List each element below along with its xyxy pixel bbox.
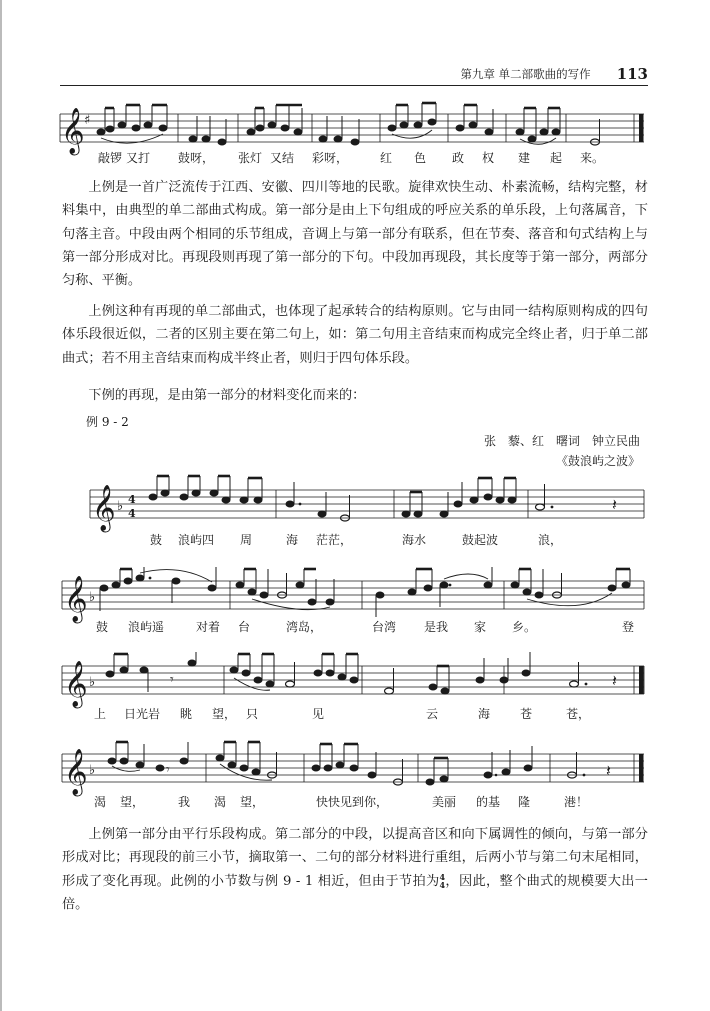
svg-text:4: 4 <box>128 507 136 520</box>
lyrics-line-1 <box>0 149 710 167</box>
page-number: 113 <box>616 65 648 83</box>
paragraph-4-text-end: ，因此，整个曲式的规模要大出一倍。 <box>62 873 648 912</box>
lyric: 台 <box>238 620 251 634</box>
lyric: 上 <box>94 707 107 721</box>
lyric: 台湾 <box>372 620 397 634</box>
svg-text:𝄞: 𝄞 <box>64 749 88 795</box>
lyric: 港！ <box>564 795 589 809</box>
lyric: 的基 <box>476 795 501 809</box>
music-staff-2 <box>0 472 710 536</box>
lyric: 日光岩 <box>124 707 161 721</box>
svg-text:𝄽: 𝄽 <box>612 495 617 514</box>
lyric: 红 <box>380 151 393 165</box>
svg-text:♯: ♯ <box>84 113 91 128</box>
lyric: 隆 <box>518 795 531 809</box>
lyric: 是我 <box>424 620 449 634</box>
lyric: 浪屿遥 <box>128 620 165 634</box>
lyric: 望， <box>240 795 265 809</box>
lyric: 苍 <box>520 707 533 721</box>
lyrics-line-4 <box>0 705 710 723</box>
svg-text:♭: ♭ <box>89 675 96 690</box>
paragraph-1: 上例是一首广泛流传于江西、安徽、四川等地的民歌。旋律欢快生动、朴素流畅，结构完整，材料集中，由典型的单二部曲式构成。第一部分是由上下句组成的呼应关系的单乐段，上句落属音，下句落主音。中段由两个相同的乐节组成，音调上与第一部分有联系，但在节奏、落音和句式结构上与第一部分形成对比。再现段则再现了第一部分的下句。中段加再现段，其长度等于第一部分，两部分匀称、平衡。 <box>62 180 648 289</box>
lyric: 望， <box>212 707 237 721</box>
lyric: 张灯 <box>238 151 263 165</box>
lyric: 美丽 <box>432 795 457 809</box>
lyric: 权 <box>482 151 495 165</box>
lyric: 渴 <box>214 795 227 809</box>
lyric: 起 <box>550 151 563 165</box>
example-label: 例 9 - 2 <box>86 415 129 429</box>
lyric: 鼓 <box>96 620 109 634</box>
lyric: 登 <box>622 620 635 634</box>
lyric: 建 <box>518 151 531 165</box>
svg-text:4: 4 <box>128 493 136 506</box>
running-head <box>60 64 648 86</box>
lyrics-line-3 <box>0 618 710 636</box>
lyric: 湾岛， <box>286 620 323 634</box>
lyric: 家 <box>474 620 487 634</box>
lyric: 海水 <box>402 533 427 547</box>
lyric: 政 <box>452 151 465 165</box>
lyric: 茫茫， <box>316 533 353 547</box>
lyric: 我 <box>178 795 191 809</box>
svg-text:𝄽: 𝄽 <box>606 761 611 780</box>
lyric: 彩呀， <box>312 151 349 165</box>
lyric: 来。 <box>580 151 605 165</box>
example-credit-authors: 张 藜、红 曙词 钟立民曲 <box>483 434 640 448</box>
svg-text:𝄽: 𝄽 <box>612 671 617 690</box>
lyric: 敲锣 <box>98 151 123 165</box>
svg-text:♭: ♭ <box>117 499 124 514</box>
lyric: 快快见到你， <box>316 795 389 809</box>
lyric: 浪， <box>538 533 563 547</box>
lyric: 苍， <box>566 707 591 721</box>
paragraph-2: 上例这种有再现的单二部曲式，也体现了起承转合的结构原则。它与由同一结构原则构成的四句体乐段很近似，二者的区别主要在第二句上，如：第二句用主音结束而构成完全终止者，归于单二部曲式；若不用主音结束而构成半终止者，则归于四句体乐段。 <box>62 304 648 366</box>
lyric: 鼓呀， <box>178 151 215 165</box>
svg-text:♭: ♭ <box>89 590 96 605</box>
lyrics-line-2 <box>0 531 710 549</box>
lyric: 鼓起波 <box>462 533 499 547</box>
example-credit-title: 《鼓浪屿之波》 <box>555 454 640 468</box>
svg-text:𝄾: 𝄾 <box>170 672 174 688</box>
lyric: 对着 <box>196 620 221 634</box>
svg-text:𝄾: 𝄾 <box>166 762 170 778</box>
lyric: 海 <box>478 707 491 721</box>
lyric: 浪屿四 <box>178 533 215 547</box>
lyric: 乡。 <box>512 620 537 634</box>
lyrics-line-5 <box>0 793 710 811</box>
lyric: 眺 <box>180 707 193 721</box>
svg-text:𝄞: 𝄞 <box>92 485 116 531</box>
lyric: 周 <box>240 533 253 547</box>
lyric: 又结 <box>270 151 295 165</box>
paragraph-4 <box>62 823 648 916</box>
time-signature-denominator: 4 <box>439 880 446 891</box>
lyric: 见 <box>312 707 325 721</box>
lyric: 只 <box>246 707 259 721</box>
lyric: 云 <box>426 707 439 721</box>
lyric: 海 <box>286 533 299 547</box>
lyric: 望， <box>120 795 145 809</box>
lyric: 渴 <box>94 795 107 809</box>
time-signature-numerator: 4 <box>439 872 446 883</box>
svg-text:𝄞: 𝄞 <box>61 108 85 154</box>
svg-text:♭: ♭ <box>89 763 96 778</box>
chapter-title: 第九章 单二部歌曲的写作 <box>460 67 591 81</box>
lyric: 鼓 <box>150 533 163 547</box>
svg-text:𝄞: 𝄞 <box>64 661 88 707</box>
lyric: 色 <box>414 151 427 165</box>
paragraph-3: 下例的再现，是由第一部分的材料变化而来的： <box>88 388 366 403</box>
svg-text:𝄞: 𝄞 <box>64 576 88 622</box>
lyric: 又打 <box>126 151 151 165</box>
paragraph-4-text: 上例第一部分由平行乐段构成。第二部分的中段，以提高音区和向下属调性的倾向，与第一部分形成对比；再现段的前三小节，摘取第一、二句的部分材料进行重组，后两小节与第二句末尾相同，形成了变化再现。此例的小节数与例 9 - 1 相近，但由于节拍为 <box>62 827 648 889</box>
